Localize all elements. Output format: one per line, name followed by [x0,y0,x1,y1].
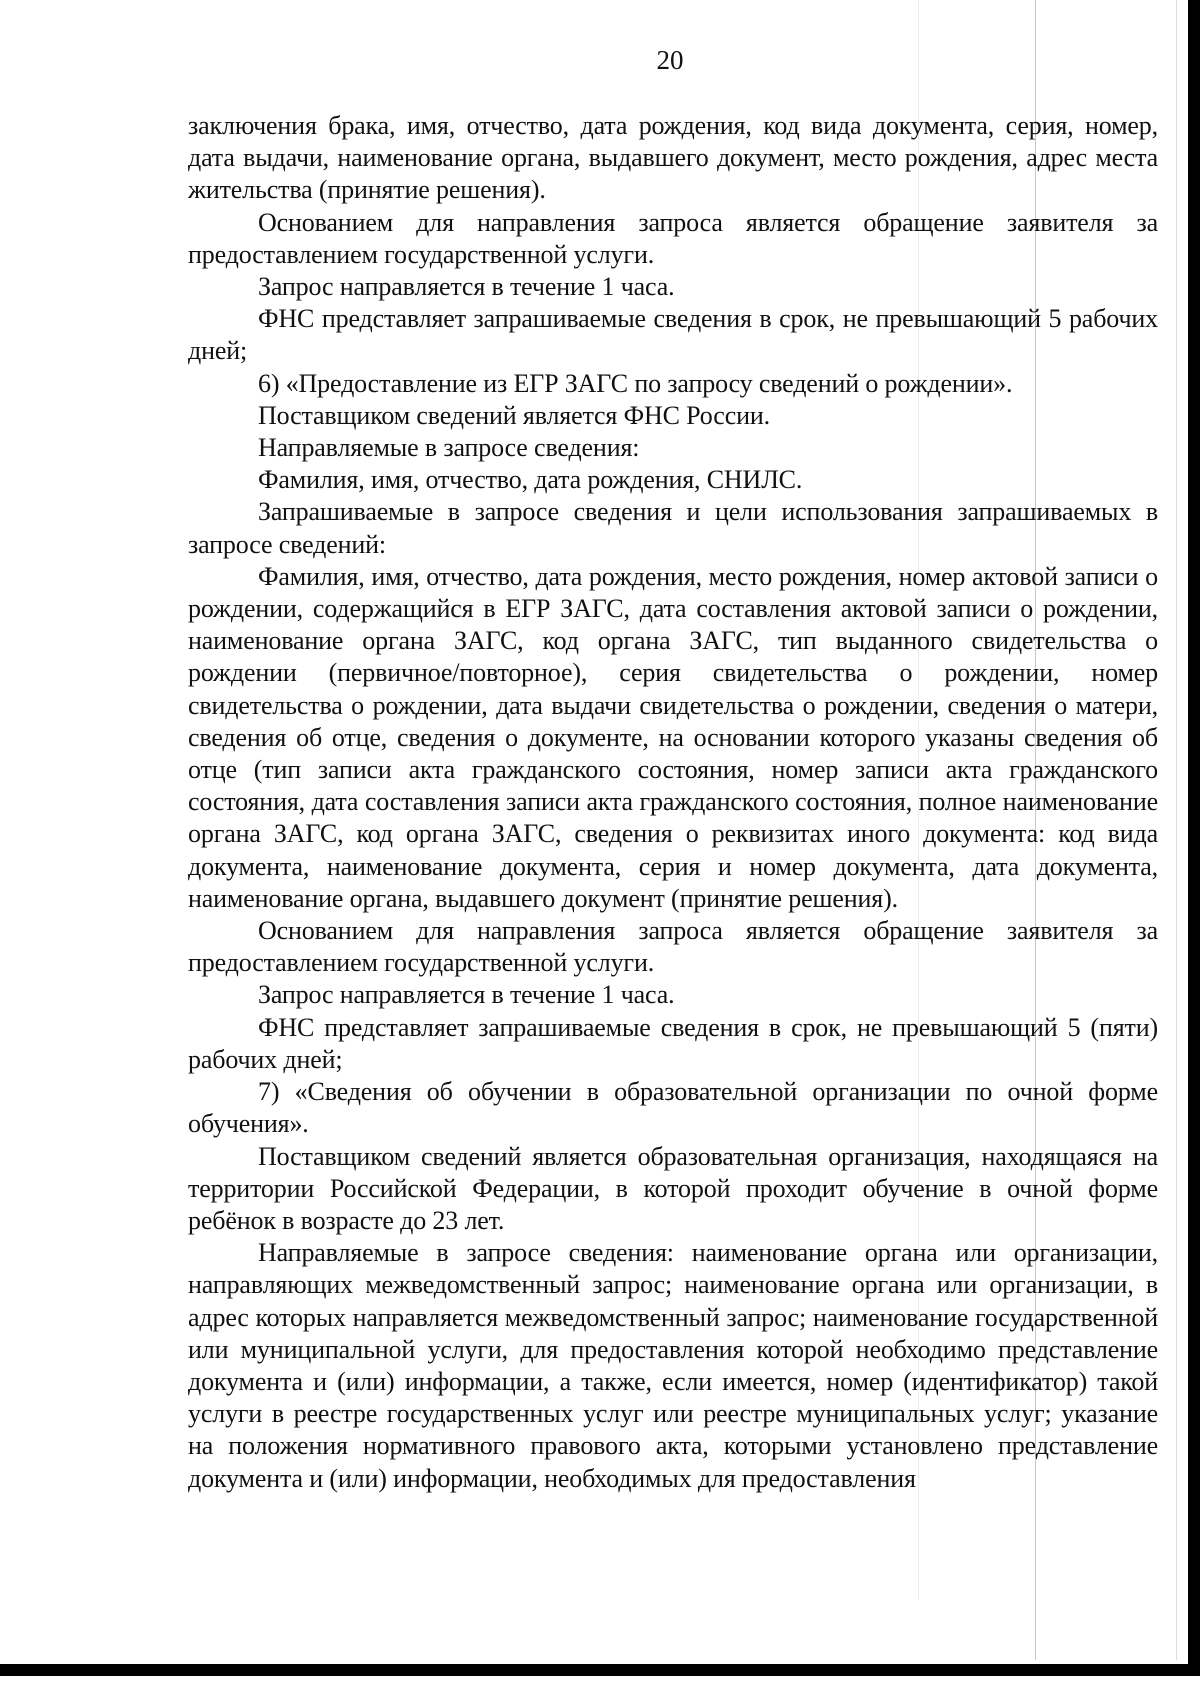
paragraph: заключения брака, имя, отчество, дата рождения, код вида документа, серия, номер, дата выдачи, наименование органа, выдавшего документ, место рождения, адрес места жительства (принятие решения). [188,111,1158,205]
page-number: 20 [656,45,684,75]
paragraph: Направляемые в запросе сведения: [258,433,640,463]
document-body [188,110,1158,1495]
scan-border-bottom [0,1664,1200,1676]
paragraph: Фамилия, имя, отчество, дата рождения, место рождения, номер актовой записи о рождении, содержащийся в ЕГР ЗАГС, дата составления актовой записи о рождении, наименование органа ЗАГС, код органа ЗАГС, тип выданного свидетельства о рождении (первичное/повторное), серия свидетельства о рождении, номер свидетельства о рождении, дата выдачи свидетельства о рождении, сведения о матери, сведения об отце, сведения о документе, на основании которого указаны сведения об отце (тип записи акта гражданского состояния, номер записи акта гражданского состояния, дата составления записи акта гражданского состояния, полное наименование органа ЗАГС, код органа ЗАГС, сведения о реквизитах иного документа: код вида документа, наименование документа, серия и номер документа, дата документа, наименование органа, выдавшего документ (принятие решения). [188,561,1158,913]
scan-border-right [1188,0,1200,1676]
paragraph: Запрос направляется в течение 1 часа. [258,980,675,1010]
paragraph: ФНС представляет запрашиваемые сведения в срок, не превышающий 5 (пяти) рабочих дней; [188,1012,1158,1074]
paragraph: 7) «Сведения об обучении в образовательной организации по очной форме обучения». [188,1077,1158,1139]
paragraph: Запрашиваемые в запросе сведения и цели использования запрашиваемых в запросе сведений: [188,497,1158,559]
paragraph: Основанием для направления запроса является обращение заявителя за предоставлением государственной услуги. [188,207,1158,269]
paragraph: Запрос направляется в течение 1 часа. [258,272,675,302]
scan-artifact-line [1176,0,1177,1660]
paragraph: Фамилия, имя, отчество, дата рождения, СНИЛС. [258,465,803,495]
paragraph: ФНС представляет запрашиваемые сведения в срок, не превышающий 5 рабочих дней; [188,304,1158,366]
paragraph: Поставщиком сведений является образовательная организация, находящаяся на территории Российской Федерации, в которой проходит обучение в очной форме ребёнок в возрасте до 23 лет. [188,1141,1158,1235]
paragraph: 6) «Предоставление из ЕГР ЗАГС по запросу сведений о рождении». [258,368,1013,398]
paragraph: Поставщиком сведений является ФНС России. [258,400,770,430]
paragraph: Направляемые в запросе сведения: наименование органа или организации, направляющих межведомственный запрос; наименование органа или организации, в адрес которых направляется межведомственный запрос; наименование государственной или муниципальной услуги, для предоставления которой необходимо представление документа и (или) информации, а также, если имеется, номер (идентификатор) такой услуги в реестре государственных услуг или реестре муниципальных услуг; указание на положения нормативного правового акта, которыми установлено представление документа и (или) информации, необходимых для предоставления [188,1238,1158,1493]
paragraph: Основанием для направления запроса является обращение заявителя за предоставлением государственной услуги. [188,916,1158,978]
